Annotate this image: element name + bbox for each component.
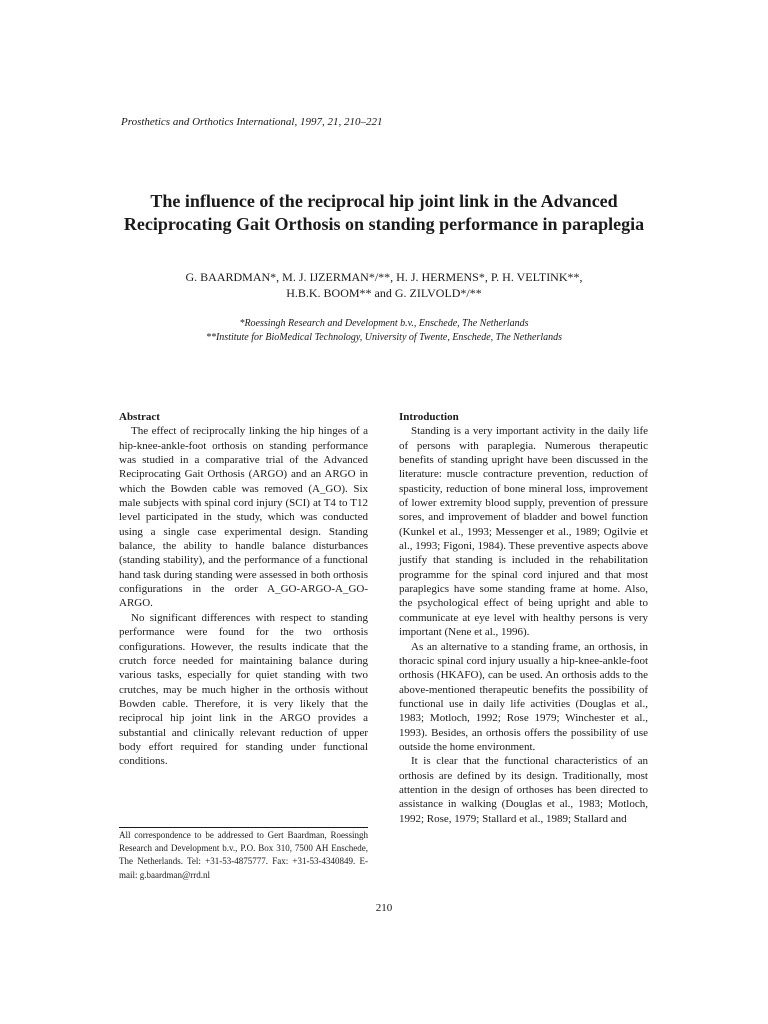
author-line-2: H.B.K. BOOM** and G. ZILVOLD*/** xyxy=(286,286,482,300)
introduction-paragraph-3: It is clear that the functional characteristics of an orthosis are defined by its design. Traditionally, most attention in the design of orthoses has been directed to assistance in walking (Douglas et al., 1983; Motloch, 1992; Rose, 1979; Stallard et al., 1989; Stallard and xyxy=(399,755,648,825)
abstract-heading: Abstract xyxy=(119,411,160,423)
page-number: 210 xyxy=(375,902,393,914)
abstract-section xyxy=(119,410,368,769)
abstract-paragraph-1: The effect of reciprocally linking the hip hinges of a hip-knee-ankle-foot orthosis on standing performance was studied in a comparative trial of the Advanced Reciprocating Gait Orthosis (ARGO) and an ARGO in which the Bowden cable was removed (A_GO). Six male subjects with spinal cord injury (SCI) at T4 to T12 level participated in the study, which was conducted using a single case experimental design. Standing balance, the ability to handle balance disturbances (standing stability), and the performance of a functional hand task during standing were assessed in both orthosis configurations in the order A_GO-ARGO-A_GO-ARGO. xyxy=(119,425,368,610)
footnote-divider xyxy=(119,827,368,828)
introduction-heading: Introduction xyxy=(399,411,459,423)
introduction-paragraph-2: As an alternative to a standing frame, an orthosis, in thoracic spinal cord injury usually a hip-knee-ankle-foot orthosis (HKAFO), can be used. An orthosis adds to the above-mentioned therapeutic benefits the possibility of functional use in daily life activities (Douglas et al., 1983; Motloch, 1992; Rose 1979; Winchester et al., 1993). Besides, an orthosis offers the possibility of use outside the home environment. xyxy=(399,640,648,753)
correspondence-footnote: All correspondence to be addressed to Gert Baardman, Roessingh Research and Development b.v., P.O. Box 310, 7500 AH Enschede, The Netherlands. Tel: +31-53-4875777. Fax: +31-53-4340849. E-mail: g.baardman@rrd.nl xyxy=(119,830,368,880)
journal-citation: Prosthetics and Orthotics International, 1997, 21, 210–221 xyxy=(121,116,383,128)
affiliation-1: *Roessingh Research and Development b.v., Enschede, The Netherlands xyxy=(239,318,529,329)
introduction-paragraph-1: Standing is a very important activity in the daily life of persons with paraplegia. Numerous therapeutic benefits of standing upright have been discussed in the literature: muscle contracture prevention, reduction of spasticity, reduction of bone mineral loss, improvement of lower extremity blood supply, prevention of pressure sores, and improvement of bladder and bowel function (Kunkel et al., 1993; Messenger et al., 1989; Ogilvie et al., 1993; Figoni, 1984). These preventive aspects above justify that standing is included in the rehabilitation programme for the spinal cord injured and that most paraplegics have some standing frame at home. Also, the psychological effect of being upright and able to communicate at eye level with healthy persons is very important (Nene et al., 1996). xyxy=(399,425,648,639)
affiliation-2: **Institute for BioMedical Technology, University of Twente, Enschede, The Netherlands xyxy=(205,332,563,343)
affiliations xyxy=(100,317,668,345)
paper-title: The influence of the reciprocal hip joint link in the Advanced Reciprocating Gait Orthosis on standing performance in paraplegia xyxy=(123,191,645,234)
abstract-paragraph-2: No significant differences with respect to standing performance were found for the two orthosis configurations. However, the results indicate that the crutch force needed for maintaining balance during various tasks, especially for quiet standing with two crutches, may be much higher in the orthosis without Bowden cable. Therefore, it is very likely that the reciprocal hip joint link in the ARGO provides a substantial and clinically relevant reduction of upper body effort required for standing under functional conditions. xyxy=(119,611,368,768)
author-line-1: G. BAARDMAN*, M. J. IJZERMAN*/**, H. J. HERMENS*, P. H. VELTINK**, xyxy=(185,270,583,284)
author-list xyxy=(100,269,668,301)
introduction-section xyxy=(399,410,648,826)
